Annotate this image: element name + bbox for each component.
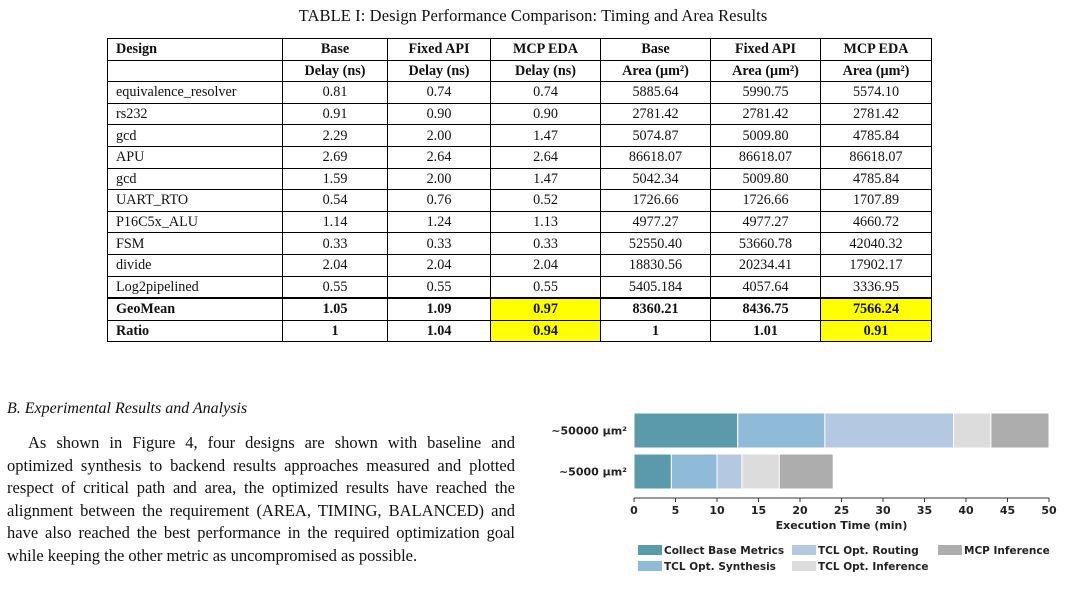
execution-time-chart <box>520 395 1064 595</box>
row-label-cell: rs232 <box>108 103 283 125</box>
row-label-cell: divide <box>108 254 283 276</box>
table-cell: 52550.40 <box>601 233 711 255</box>
x-tick-label: 10 <box>709 504 725 517</box>
x-tick-label: 45 <box>999 504 1016 517</box>
table-cell: 2781.42 <box>821 103 932 125</box>
summary-row <box>108 298 932 320</box>
x-tick-label: 30 <box>875 504 891 517</box>
x-tick-label: 15 <box>750 504 767 517</box>
table-cell: 0.33 <box>283 233 388 255</box>
table-cell: 2.04 <box>388 254 491 276</box>
bar-segment <box>634 454 671 489</box>
table-cell: 5042.34 <box>601 168 711 190</box>
table-row <box>108 276 932 298</box>
table-cell: 42040.32 <box>821 233 932 255</box>
table-cell: 1726.66 <box>711 190 821 212</box>
table-row <box>108 190 932 212</box>
legend-swatch <box>792 545 816 555</box>
table-cell: 0.55 <box>388 276 491 298</box>
table-cell: 1726.66 <box>601 190 711 212</box>
x-tick-label: 50 <box>1041 504 1057 517</box>
table-row <box>108 125 932 147</box>
table-cell: 1.04 <box>388 320 491 342</box>
table-cell: 0.90 <box>491 103 601 125</box>
table-cell: 1.47 <box>491 168 601 190</box>
table-cell: 0.74 <box>388 82 491 104</box>
row-label-cell: APU <box>108 146 283 168</box>
table-cell: 0.55 <box>491 276 601 298</box>
x-axis-label: Execution Time (min) <box>775 519 908 532</box>
section-heading: B. Experimental Results and Analysis <box>7 400 248 417</box>
table-cell: 2.00 <box>388 125 491 147</box>
table-row <box>108 103 932 125</box>
table-row <box>108 254 932 276</box>
row-label-cell: Ratio <box>108 320 283 342</box>
table-cell: Area (μm²) <box>821 60 932 82</box>
table-cell: 2.69 <box>283 146 388 168</box>
legend-label: TCL Opt. Inference <box>818 561 929 573</box>
table-cell: 2.04 <box>491 254 601 276</box>
table-cell: Delay (ns) <box>388 60 491 82</box>
table-cell: 20234.41 <box>711 254 821 276</box>
table-cell: Area (μm²) <box>711 60 821 82</box>
table-row <box>108 168 932 190</box>
table-cell: 4785.84 <box>821 168 932 190</box>
bar-segment <box>825 413 954 448</box>
bar-segment <box>634 413 738 448</box>
x-tick-label: 20 <box>792 504 808 517</box>
table-cell: 1.47 <box>491 125 601 147</box>
bar-segment <box>954 413 991 448</box>
table-cell: 0.91 <box>821 320 932 342</box>
table-cell: 2.29 <box>283 125 388 147</box>
row-label-cell: UART_RTO <box>108 190 283 212</box>
table-cell: 86618.07 <box>601 146 711 168</box>
table-cell: 4057.64 <box>711 276 821 298</box>
table-cell: Base <box>283 39 388 61</box>
table-cell: 1 <box>283 320 388 342</box>
bar-segment <box>991 413 1049 448</box>
table-cell: 4977.27 <box>601 211 711 233</box>
table-cell: 5885.64 <box>601 82 711 104</box>
table-cell: 7566.24 <box>821 298 932 320</box>
summary-row <box>108 320 932 342</box>
row-label-cell: GeoMean <box>108 298 283 320</box>
table-cell: 0.55 <box>283 276 388 298</box>
table-cell: 18830.56 <box>601 254 711 276</box>
table-row <box>108 211 932 233</box>
table-caption: TABLE I: Design Performance Comparison: Timing and Area Results <box>298 6 768 25</box>
category-label: ~50000 μm² <box>551 424 627 438</box>
row-label-cell: gcd <box>108 125 283 147</box>
table-cell: 1.13 <box>491 211 601 233</box>
table-cell: 86618.07 <box>821 146 932 168</box>
bar-segment <box>779 454 833 489</box>
bar-segment <box>671 454 717 489</box>
table-cell: Fixed API <box>711 39 821 61</box>
legend-swatch <box>638 545 662 555</box>
header-row <box>108 39 932 61</box>
header-row-units <box>108 60 932 82</box>
table-cell: 1.59 <box>283 168 388 190</box>
table-cell: 2.04 <box>283 254 388 276</box>
table-cell: 5574.10 <box>821 82 932 104</box>
table-cell: Delay (ns) <box>491 60 601 82</box>
table-cell: 1707.89 <box>821 190 932 212</box>
legend-swatch <box>792 561 816 571</box>
table-cell: Delay (ns) <box>283 60 388 82</box>
table-cell: 4977.27 <box>711 211 821 233</box>
row-label-cell: gcd <box>108 168 283 190</box>
table-cell: 2781.42 <box>711 103 821 125</box>
table-cell: 5009.80 <box>711 168 821 190</box>
table-cell: 17902.17 <box>821 254 932 276</box>
table-cell: 0.33 <box>388 233 491 255</box>
table-cell: 0.97 <box>491 298 601 320</box>
table-cell: MCP EDA <box>491 39 601 61</box>
table-cell: 2.64 <box>388 146 491 168</box>
x-tick-label: 35 <box>916 504 933 517</box>
table-cell: 4660.72 <box>821 211 932 233</box>
section-paragraph: As shown in Figure 4, four designs are shown with baseline and optimized synthesis to backend results approaches measured and plotted respect of critical path and area, the optimized results have reached the alignment between the requirement (AREA, TIMING, BALANCED) and have also reached the best performance in the required optimization goal while keeping the other metric as uncompromised as possible. <box>7 433 515 565</box>
table-cell: Base <box>601 39 711 61</box>
x-tick-label: 40 <box>958 504 974 517</box>
table-cell: 0.52 <box>491 190 601 212</box>
legend-label: Collect Base Metrics <box>664 545 785 557</box>
table-cell: 5405.184 <box>601 276 711 298</box>
legend-label: MCP Inference <box>964 545 1050 557</box>
row-label-cell: P16C5x_ALU <box>108 211 283 233</box>
table-cell: 1.09 <box>388 298 491 320</box>
table-cell: 0.90 <box>388 103 491 125</box>
legend-swatch <box>638 561 662 571</box>
bar-segment <box>717 454 742 489</box>
x-tick-label: 25 <box>833 504 850 517</box>
table-cell: 0.81 <box>283 82 388 104</box>
table-row <box>108 82 932 104</box>
table-row <box>108 146 932 168</box>
table-cell: 0.54 <box>283 190 388 212</box>
table-cell: 86618.07 <box>711 146 821 168</box>
row-label-cell: equivalence_resolver <box>108 82 283 104</box>
table-cell: 2781.42 <box>601 103 711 125</box>
table-cell: 5074.87 <box>601 125 711 147</box>
legend-swatch <box>938 545 962 555</box>
table-cell: 0.94 <box>491 320 601 342</box>
table-cell: 1.05 <box>283 298 388 320</box>
table-cell: 2.64 <box>491 146 601 168</box>
row-label-cell: Design <box>108 39 283 61</box>
x-tick-label: 0 <box>630 504 638 517</box>
table-row <box>108 233 932 255</box>
table-cell: 0.33 <box>491 233 601 255</box>
legend-label: TCL Opt. Synthesis <box>664 561 776 573</box>
table-cell: 8360.21 <box>601 298 711 320</box>
table-cell: 0.74 <box>491 82 601 104</box>
table-cell: 2.00 <box>388 168 491 190</box>
category-label: ~5000 μm² <box>558 465 627 479</box>
table-cell: 1.24 <box>388 211 491 233</box>
legend-label: TCL Opt. Routing <box>818 545 919 557</box>
table-cell: 3336.95 <box>821 276 932 298</box>
table-cell: 1 <box>601 320 711 342</box>
table-cell: Fixed API <box>388 39 491 61</box>
table-cell: 0.76 <box>388 190 491 212</box>
table-cell: 53660.78 <box>711 233 821 255</box>
table-cell: 0.91 <box>283 103 388 125</box>
table-cell: Area (μm²) <box>601 60 711 82</box>
table-cell: 5990.75 <box>711 82 821 104</box>
row-label-cell: Log2pipelined <box>108 276 283 298</box>
table-cell: 4785.84 <box>821 125 932 147</box>
table-cell: 8436.75 <box>711 298 821 320</box>
row-label-cell: FSM <box>108 233 283 255</box>
table-cell: 1.14 <box>283 211 388 233</box>
x-tick-label: 5 <box>671 504 680 517</box>
performance-table <box>107 38 932 342</box>
row-label-cell <box>108 60 283 82</box>
bar-segment <box>742 454 779 489</box>
table-cell: MCP EDA <box>821 39 932 61</box>
table-cell: 5009.80 <box>711 125 821 147</box>
table-cell: 1.01 <box>711 320 821 342</box>
bar-segment <box>738 413 825 448</box>
